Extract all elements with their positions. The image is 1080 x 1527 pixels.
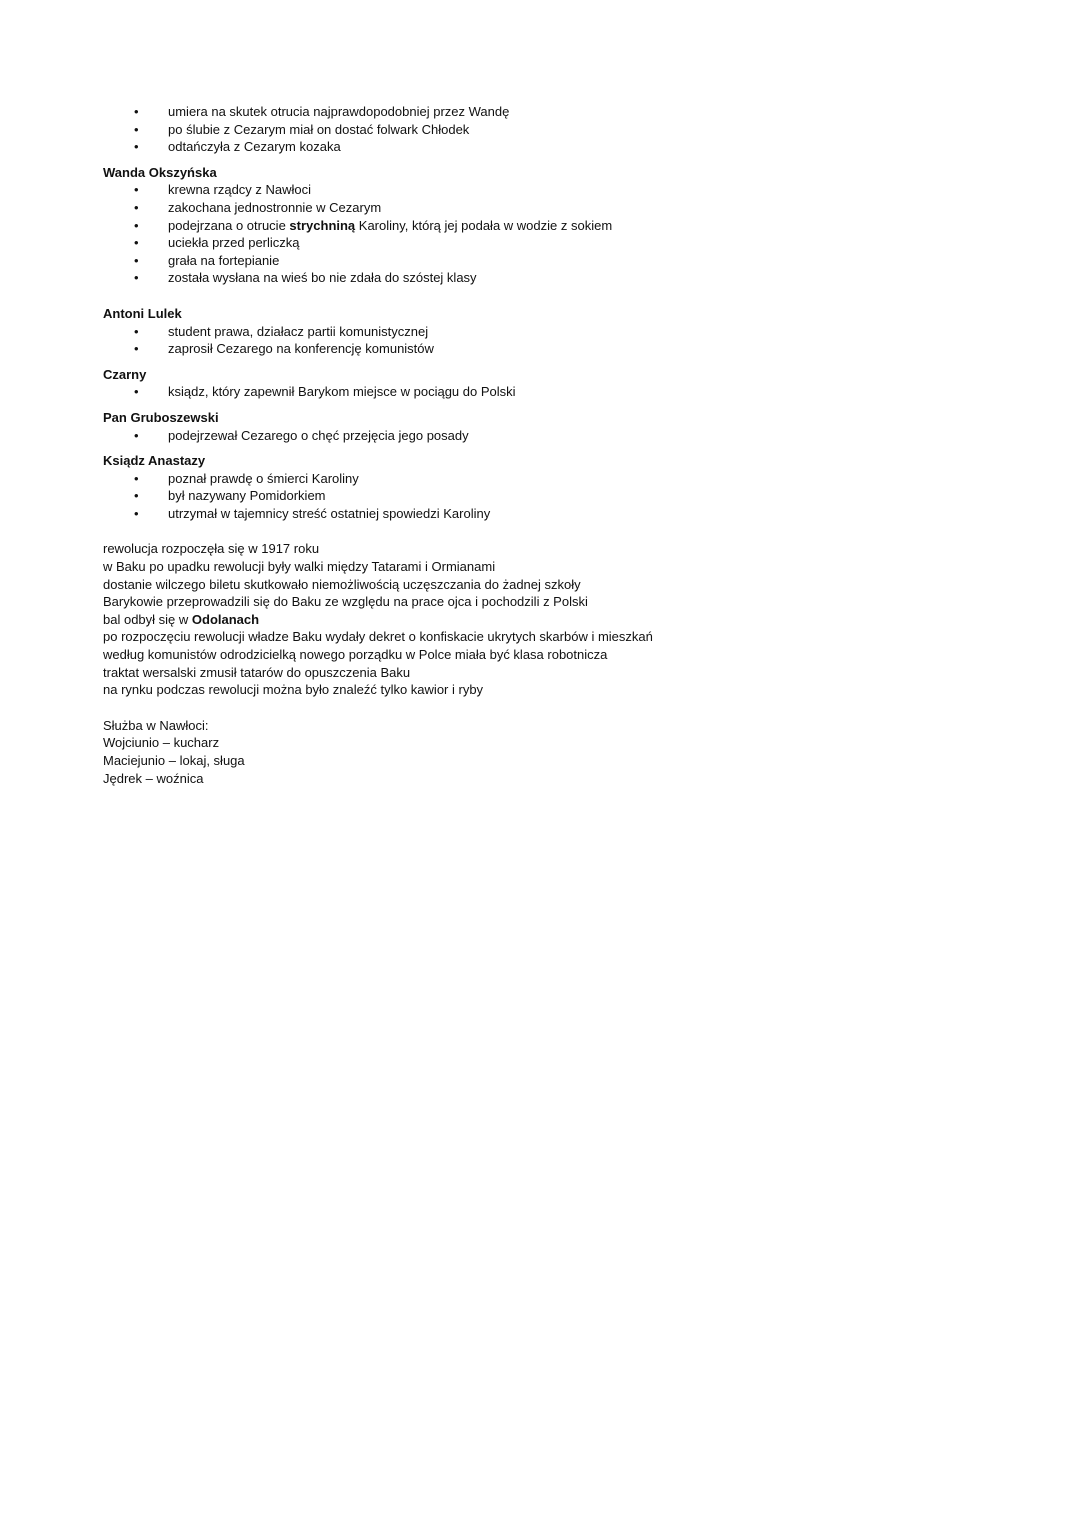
list-item: • uciekła przed perliczką xyxy=(103,234,1003,252)
list-item: • podejrzewał Cezarego o chęć przejęcia jego posady xyxy=(103,427,1003,445)
poison-text-bold: strychniną xyxy=(289,217,356,233)
list-item: • zakochana jednostronnie w Cezarym xyxy=(103,199,1003,217)
servant-line: Maciejunio – lokaj, sługa xyxy=(103,753,245,768)
gruboszewski-heading: Pan Gruboszewski xyxy=(103,409,219,425)
wanda-heading: Wanda Okszyńska xyxy=(103,164,217,180)
list-item: • ksiądz, który zapewnił Barykom miejsce w pociągu do Polski xyxy=(103,383,1003,401)
servant-line: Jędrek – woźnica xyxy=(103,770,204,786)
poison-text-before: podejrzana o otrucie xyxy=(168,217,290,233)
list-item: • był nazywany Pomidorkiem xyxy=(103,487,1003,505)
gruboszewski-list xyxy=(103,427,1003,445)
list-item: • utrzymał w tajemnicy streść ostatniej spowiedzi Karoliny xyxy=(103,505,1003,523)
fact-line: rewolucja rozpoczęła się w 1917 roku xyxy=(103,541,320,557)
poison-text-after: Karoliny, którą jej podała w wodzie z sokiem xyxy=(355,217,613,233)
fact-line: traktat wersalski zmusił tatarów do opuszczenia Baku xyxy=(103,664,411,680)
fact-line: po rozpoczęciu rewolucji władze Baku wydały dekret o konfiskacie ukrytych skarbów i mieszkań xyxy=(103,629,653,645)
list-item: • krewna rządcy z Nawłoci xyxy=(103,181,1003,199)
bal-text-before: bal odbył się w xyxy=(103,611,192,627)
servants-title: Służba w Nawłoci: xyxy=(103,717,209,733)
list-item: • odtańczyła z Cezarym kozaka xyxy=(103,138,1003,156)
list-item: • grała na fortepianie xyxy=(103,252,1003,270)
fact-line: na rynku podczas rewolucji można było znaleźć tylko kawior i ryby xyxy=(103,682,484,698)
list-item: • umiera na skutek otrucia najprawdopodobniej przez Wandę xyxy=(103,103,1003,121)
fact-line: w Baku po upadku rewolucji były walki między Tatarami i Ormianami xyxy=(103,559,496,575)
list-item: • poznał prawdę o śmierci Karoliny xyxy=(103,470,1003,488)
list-item: • zaprosił Cezarego na konferencję komunistów xyxy=(103,340,1003,358)
czarny-list xyxy=(103,383,1003,401)
fact-line-bal xyxy=(103,611,1003,629)
fact-line: Barykowie przeprowadzili się do Baku ze względu na prace ojca i pochodzili z Polski xyxy=(103,594,588,610)
anastazy-heading: Ksiądz Anastazy xyxy=(103,453,206,469)
facts-block xyxy=(103,540,1003,698)
servants-block xyxy=(103,717,1003,787)
fact-line: dostanie wilczego biletu skutkowało niemożliwością uczęszczania do żadnej szkoły xyxy=(103,576,581,592)
anastazy-list xyxy=(103,470,1003,523)
list-item: • po ślubie z Cezarym miał on dostać folwark Chłodek xyxy=(103,121,1003,139)
lulek-list xyxy=(103,323,1003,358)
bal-text-bold: Odolanach xyxy=(191,611,260,627)
czarny-heading: Czarny xyxy=(103,366,147,382)
karolina-list xyxy=(103,103,1003,156)
servant-line: Wojciunio – kucharz xyxy=(103,735,220,751)
list-item: • student prawa, działacz partii komunistycznej xyxy=(103,323,1003,341)
notes-content xyxy=(103,103,1003,787)
list-item-poison xyxy=(103,217,1003,235)
list-item: • została wysłana na wieś bo nie zdała do szóstej klasy xyxy=(103,269,1003,287)
lulek-heading: Antoni Lulek xyxy=(103,305,182,321)
fact-line: według komunistów odrodzicielką nowego porządku w Polce miała być klasa robotnicza xyxy=(103,647,608,663)
wanda-list xyxy=(103,181,1003,287)
